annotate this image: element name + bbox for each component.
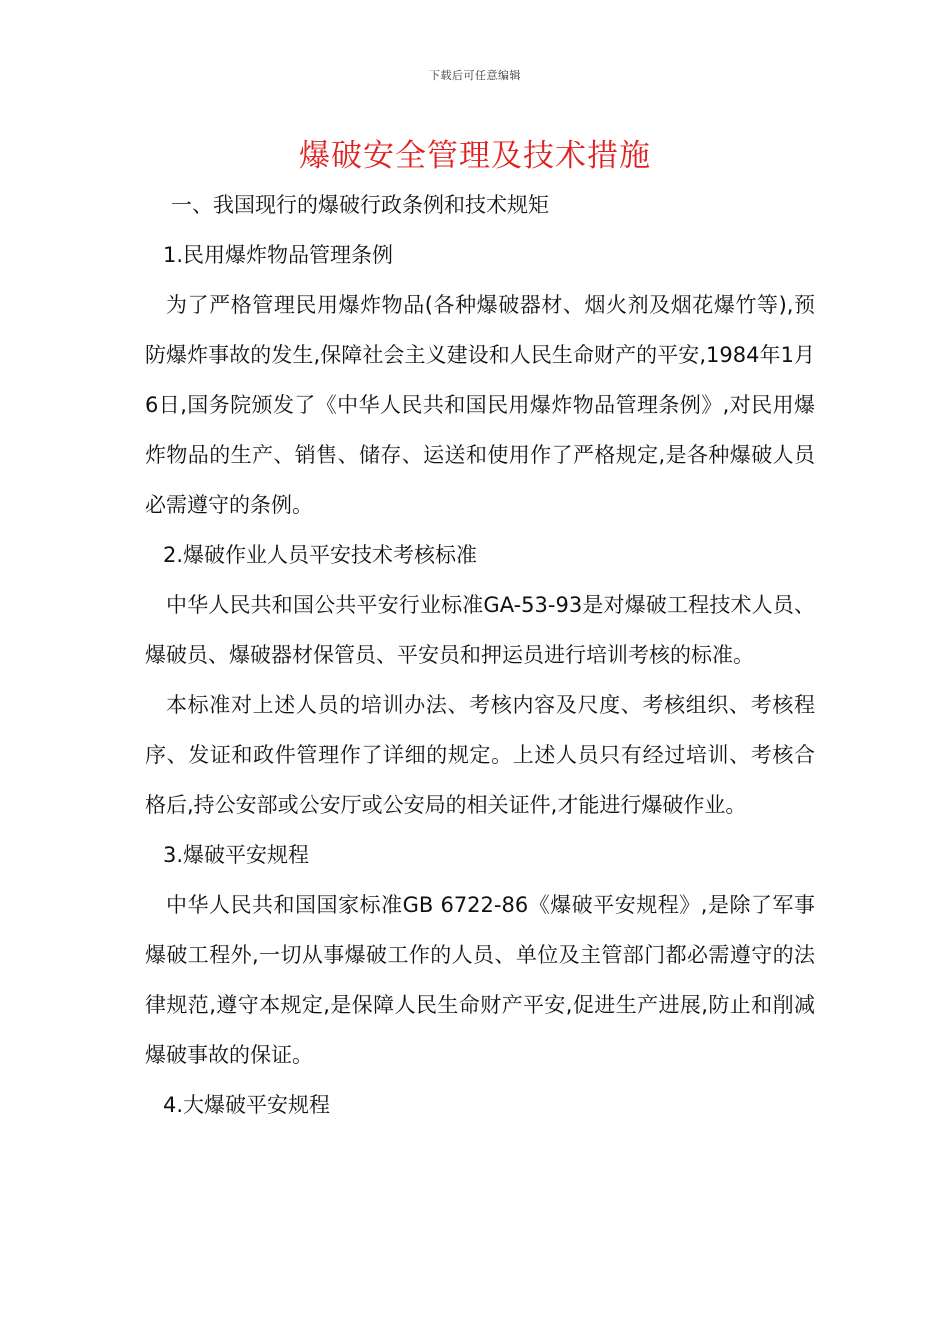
paragraph-3: 本标准对上述人员的培训办法、考核内容及尺度、考核组织、考核程序、发证和政件管理作了详细的规定。上述人员只有经过培训、考核合格后,持公安部或公安厅或公安局的相关证件,才能进行爆破作业。 — [145, 693, 815, 817]
paragraph-2: 中华人民共和国公共平安行业标准GA-53-93是对爆破工程技术人员、爆破员、爆破器材保管员、平安员和押运员进行培训考核的标准。 — [145, 593, 815, 667]
subsection-heading-2: 2.爆破作业人员平安技术考核标准 — [163, 543, 478, 567]
section-heading-1: 一、我国现行的爆破行政条例和技术规矩 — [171, 193, 549, 217]
header-note: 下载后可任意编辑 — [429, 69, 521, 82]
paragraph-4: 中华人民共和国国家标准GB 6722-86《爆破平安规程》,是除了军事爆破工程外,一切从事爆破工作的人员、单位及主管部门都必需遵守的法律规范,遵守本规定,是保障人民生命财产平安,促进生产进展,防止和削减爆破事故的保证。 — [145, 893, 815, 1067]
document-title: 爆破安全管理及技术措施 — [299, 138, 651, 174]
document-body — [145, 180, 815, 1130]
paragraph-1: 为了严格管理民用爆炸物品(各种爆破器材、烟火剂及烟花爆竹等),预防爆炸事故的发生,保障社会主义建设和人民生命财产的平安,1984年1月6日,国务院颁发了《中华人民共和国民用爆炸物品管理条例》,对民用爆炸物品的生产、销售、储存、运送和使用作了严格规定,是各种爆破人员必需遵守的条例。 — [145, 293, 815, 517]
subsection-heading-3: 3.爆破平安规程 — [163, 843, 310, 867]
subsection-heading-4: 4.大爆破平安规程 — [163, 1093, 331, 1117]
subsection-heading-1: 1.民用爆炸物品管理条例 — [163, 243, 394, 267]
